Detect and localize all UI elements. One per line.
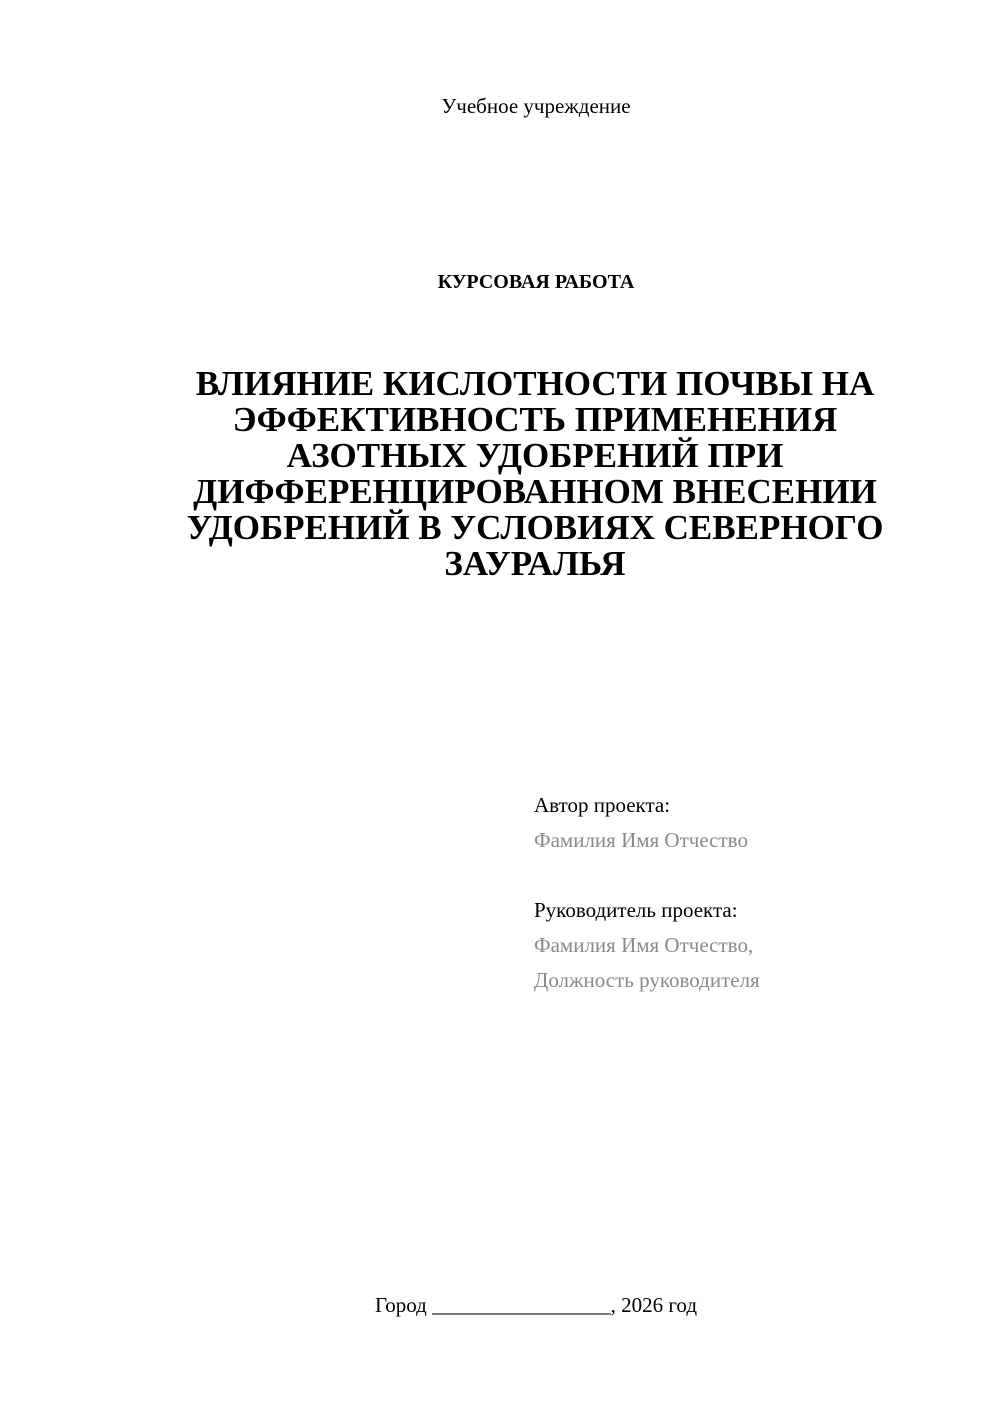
city-year-line: Город _________________, 2026 год: [374, 1293, 698, 1317]
supervisor-position: Должность руководителя: [534, 968, 760, 992]
title-line: ЗАУРАЛЬЯ: [444, 544, 626, 583]
supervisor-name: Фамилия Имя Отчество,: [534, 933, 754, 957]
author-name: Фамилия Имя Отчество: [534, 828, 748, 852]
authors-block: [534, 788, 974, 998]
title-line: ДИФФЕРЕНЦИРОВАННОМ ВНЕСЕНИИ: [193, 472, 877, 511]
spacer: [534, 858, 974, 893]
work-type: КУРСОВАЯ РАБОТА: [437, 271, 635, 293]
title-line: ЭФФЕКТИВНОСТЬ ПРИМЕНЕНИЯ: [232, 400, 838, 439]
title-line: ВЛИЯНИЕ КИСЛОТНОСТИ ПОЧВЫ НА: [195, 364, 875, 403]
title-line: УДОБРЕНИЙ В УСЛОВИЯХ СЕВЕРНОГО: [186, 508, 884, 547]
author-label: Автор проекта:: [534, 793, 671, 817]
institution-name: Учебное учреждение: [441, 94, 631, 118]
title-line: АЗОТНЫХ УДОБРЕНИЙ ПРИ: [286, 436, 784, 475]
work-title: [140, 366, 930, 582]
supervisor-label: Руководитель проекта:: [534, 898, 738, 922]
